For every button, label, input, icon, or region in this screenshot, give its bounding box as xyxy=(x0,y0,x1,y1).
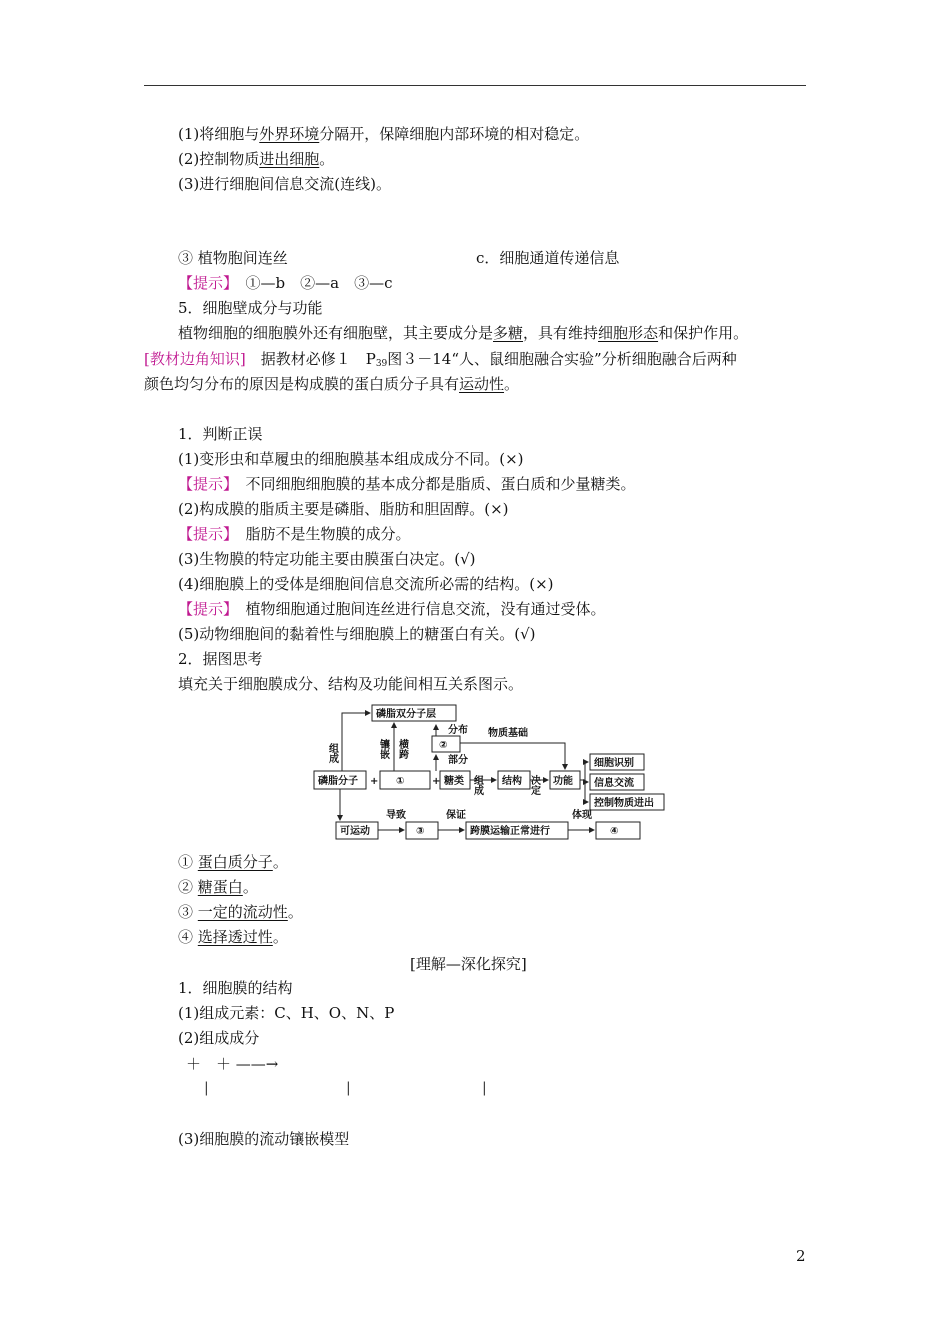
label-3: ③ xyxy=(416,826,425,837)
label-distribute: 分布 xyxy=(448,725,468,736)
label-4: ④ xyxy=(610,826,619,837)
arrow-recognition xyxy=(580,762,588,780)
question-2-desc: 填充关于细胞膜成分、结构及功能间相互关系图示。 xyxy=(178,675,524,693)
label-part: 部分 xyxy=(448,755,468,766)
label-structure: 结构 xyxy=(502,776,522,787)
answer-1: ① 蛋白质分子。 xyxy=(178,853,288,871)
label-sugar: 糖类 xyxy=(444,776,464,787)
divider-1: | xyxy=(204,1080,209,1096)
label-decide: 决定 xyxy=(528,775,540,795)
label-movable: 可运动 xyxy=(340,826,370,837)
function-line-2: (2)控制物质进出细胞。 xyxy=(178,150,335,168)
membrane-relationship-diagram xyxy=(310,703,670,843)
corner-knowledge: [教材边角知识] 据教材必修１ $P_{39}$图３－14“人、鼠细胞融合实验”分析细胞融合后两种 xyxy=(144,350,737,369)
label-embody: 体现 xyxy=(572,810,592,821)
label-lead: 导致 xyxy=(386,810,406,821)
function-line-1: (1)将细胞与外界环境分隔开，保障细胞内部环境的相对稳定。 xyxy=(178,125,590,143)
page-number: 2 xyxy=(796,1247,806,1265)
label-compose-1: 组成 xyxy=(326,743,338,763)
tip-3: 【提示】 脂肪不是生物膜的成分。 xyxy=(178,525,411,543)
structure-title: 1．细胞膜的结构 xyxy=(178,979,293,997)
plus-1: + xyxy=(370,776,379,787)
label-span: 横跨 xyxy=(396,739,408,759)
corner-knowledge-cont: 颜色均匀分布的原因是构成膜的蛋白质分子具有运动性。 xyxy=(144,375,520,393)
divider-2: | xyxy=(346,1080,351,1096)
arrow-material-basis xyxy=(460,743,565,769)
label-phospholipid: 磷脂分子 xyxy=(318,776,358,787)
elements-line: (1)组成元素：C、H、O、N、P xyxy=(178,1004,395,1022)
label-1: ① xyxy=(396,776,405,787)
tip-line-1: 【提示】 ①—b ②—a ③—c xyxy=(178,274,393,292)
label-transport: 跨膜运输正常进行 xyxy=(470,826,550,837)
section-heading: [理解—深化探究] xyxy=(410,955,527,973)
box-1 xyxy=(380,771,430,789)
judge-4: (4)细胞膜上的受体是细胞间信息交流所必需的结构。(×) xyxy=(178,575,554,593)
judge-2: (2)构成膜的脂质主要是磷脂、脂肪和胆固醇。(×) xyxy=(178,500,509,518)
label-embed: 镶嵌 xyxy=(377,739,389,759)
label-compose-2: 组成 xyxy=(471,775,483,795)
plus-2: + xyxy=(432,776,441,787)
tip-4: 【提示】 植物细胞通过胞间连丝进行信息交流，没有通过受体。 xyxy=(178,600,606,618)
arrow-phospholipid-bilayer xyxy=(342,713,370,771)
divider-3: | xyxy=(482,1080,487,1096)
answer-4: ④ 选择透过性。 xyxy=(178,928,288,946)
label-bilayer: 磷脂双分子层 xyxy=(376,709,436,720)
judge-1: (1)变形虫和草履虫的细胞膜基本组成成分不同。(×) xyxy=(178,450,524,468)
label-function: 功能 xyxy=(553,776,573,787)
label-ensure: 保证 xyxy=(446,810,466,821)
label-material-basis: 物质基础 xyxy=(488,728,528,739)
question-1-title: 1．判断正误 xyxy=(178,425,263,443)
components-line: (2)组成成分 xyxy=(178,1029,260,1047)
judge-3: (3)生物膜的特定功能主要由膜蛋白决定。(√) xyxy=(178,550,476,568)
judge-5: (5)动物细胞间的黏着性与细胞膜上的糖蛋白有关。(√) xyxy=(178,625,536,643)
match-left: ③ 植物胞间连丝 xyxy=(178,249,288,267)
arrow-info xyxy=(585,780,588,782)
heading-5: 5．细胞壁成分与功能 xyxy=(178,299,323,317)
label-control: 控制物质进出 xyxy=(594,798,654,809)
arrow-control xyxy=(585,782,588,802)
function-line-3: (3)进行细胞间信息交流(连线)。 xyxy=(178,175,391,193)
match-right: c．细胞通道传递信息 xyxy=(476,249,620,267)
label-2: ② xyxy=(439,740,448,751)
components-formula: ＋ ＋ ——→ xyxy=(186,1055,279,1073)
tip-2: 【提示】 不同细胞细胞膜的基本成分都是脂质、蛋白质和少量糖类。 xyxy=(178,475,636,493)
cell-wall-paragraph: 植物细胞的细胞膜外还有细胞壁，其主要成分是多糖，具有维持细胞形态和保护作用。 xyxy=(178,324,749,342)
answer-2: ② 糖蛋白。 xyxy=(178,878,258,896)
label-info-exchange: 信息交流 xyxy=(594,778,634,789)
fluid-mosaic-line: (3)细胞膜的流动镶嵌模型 xyxy=(178,1130,350,1148)
header-rule xyxy=(144,85,806,86)
answer-3: ③ 一定的流动性。 xyxy=(178,903,303,921)
label-recognition: 细胞识别 xyxy=(594,758,634,769)
question-2-title: 2．据图思考 xyxy=(178,650,263,668)
